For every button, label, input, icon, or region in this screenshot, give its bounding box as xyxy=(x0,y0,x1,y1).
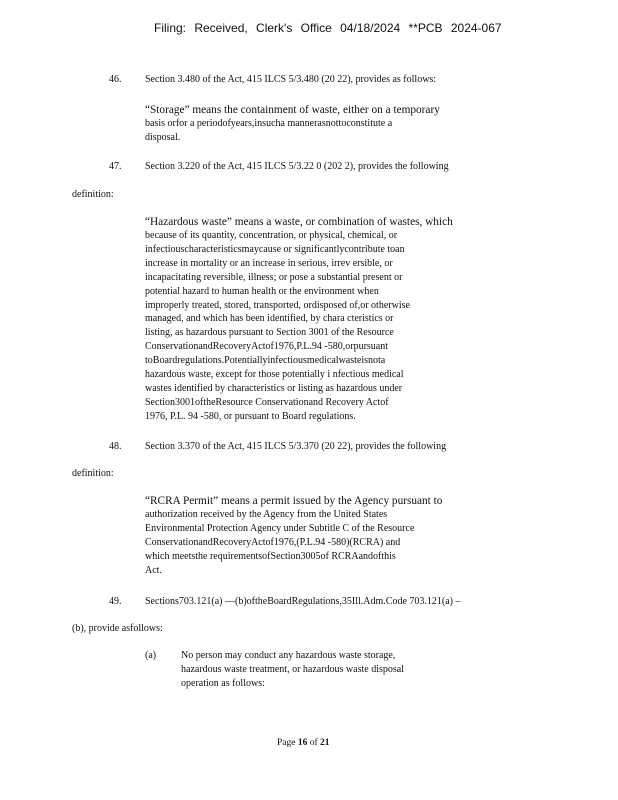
paragraph-intro: Sections703.121(a) —(b)oftheBoardRegulations,35Ill.Adm.Code 703.121(a) – xyxy=(145,596,461,607)
footer-page-label: Page xyxy=(277,738,296,748)
paragraph-number: 49. xyxy=(109,596,122,607)
quote-line: listing, as hazardous pursuant to Section 3001 of the Resource xyxy=(145,327,394,339)
paragraph-continuation: definition: xyxy=(72,189,114,200)
quote-lead: “RCRA Permit” means a permit issued by the Agency pursuant to xyxy=(145,495,443,507)
paragraph-intro: Section 3.370 of the Act, 415 ILCS 5/3.370 (20 22), provides the following xyxy=(145,441,447,452)
footer-page-total: 21 xyxy=(320,738,330,748)
quote-line: increase in mortality or an increase in serious, irrev ersible, or xyxy=(145,257,393,269)
quote-lead: “Storage” means the containment of waste, either on a temporary xyxy=(145,104,440,116)
footer-page-number: 16 xyxy=(297,738,308,748)
subsection-line: operation as follows: xyxy=(181,677,265,689)
quote-line: because of its quantity, concentration, or physical, chemical, or xyxy=(145,230,398,241)
quote-line: improperly treated, stored, transported, ordisposed of,or otherwise xyxy=(145,299,410,311)
quote-line: potential hazard to human health or the environment when xyxy=(145,285,379,297)
subsection-label: (a) xyxy=(145,650,157,661)
paragraph-number: 48. xyxy=(109,441,122,452)
quote-line: infectiouscharacteristicsmaycause or significantlycontribute toan xyxy=(145,243,405,255)
quote-line: wastes identified by characteristics or listing as hazardous under xyxy=(145,382,403,394)
quote-line: authorization received by the Agency from the United States xyxy=(145,509,388,520)
subsection-line: hazardous waste treatment, or hazardous waste disposal xyxy=(181,663,404,675)
quote-line: which meetsthe requirementsofSection3005of RCRAandofthis xyxy=(145,550,396,562)
quote-line: Section3001oftheResource Conservationand Recovery Actof xyxy=(145,396,389,408)
paragraph-intro: Section 3.480 of the Act, 415 ILCS 5/3.480 (20 22), provides as follows: xyxy=(145,74,437,85)
block-quote xyxy=(145,103,475,145)
filing-header: Filing: Received, Clerk's Office 04/18/2024 **PCB 2024-067 xyxy=(154,21,502,35)
quote-line: managed, and which has been identified, by chara cteristics or xyxy=(145,313,394,325)
quote-line: hazardous waste, except for those potentially i nfectious medical xyxy=(145,369,404,381)
block-quote xyxy=(145,494,475,578)
quote-line: basis orfor a periodofyears,insucha mannerasnottoconstitute a xyxy=(145,118,393,129)
quote-line: Act. xyxy=(145,564,162,576)
quote-lead: “Hazardous waste” means a waste, or combination of wastes, which xyxy=(145,216,453,228)
quote-line: Environmental Protection Agency under Subtitle C of the Resource xyxy=(145,522,415,534)
quote-line: ConservationandRecoveryActof1976,(P.L.94 -580)(RCRA) and xyxy=(145,536,401,548)
page-footer xyxy=(277,738,330,748)
footer-of-label: of xyxy=(309,738,318,748)
subsection-line: No person may conduct any hazardous waste storage, xyxy=(181,650,396,661)
quote-line: ConservationandRecoveryActof1976,P.L.94 -580,orpursuant xyxy=(145,341,389,353)
block-quote xyxy=(145,215,475,424)
paragraph-continuation: (b), provide asfollows: xyxy=(72,623,163,634)
paragraph-number: 46. xyxy=(109,74,122,85)
quote-line: 1976, P.L. 94 -580, or pursuant to Board regulations. xyxy=(145,410,356,422)
quote-line: toBoardregulations.Potentiallyinfectiousmedicalwasteisnota xyxy=(145,355,386,367)
subsection-text xyxy=(181,649,451,691)
quote-line: incapacitating reversible, illness; or pose a substantial present or xyxy=(145,271,403,283)
quote-line: disposal. xyxy=(145,131,181,143)
paragraph-intro: Section 3.220 of the Act, 415 ILCS 5/3.22 0 (202 2), provides the following xyxy=(145,161,449,172)
paragraph-continuation: definition: xyxy=(72,468,114,479)
paragraph-number: 47. xyxy=(109,161,122,172)
